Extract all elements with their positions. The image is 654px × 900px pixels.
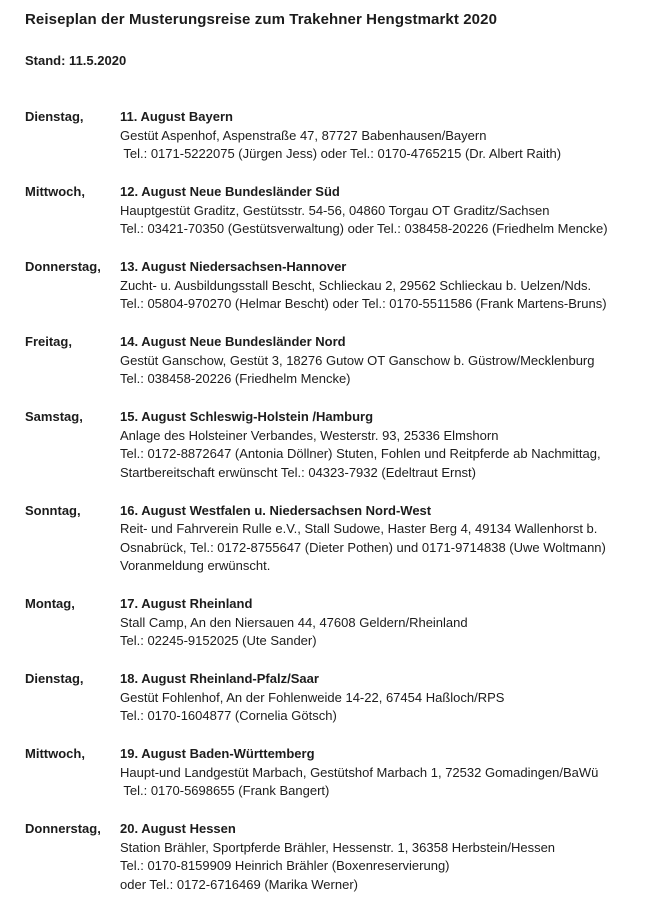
entry-content xyxy=(120,258,649,314)
entry-line: Gestüt Aspenhof, Aspenstraße 47, 87727 Babenhausen/Bayern xyxy=(120,127,487,143)
entry-day: Montag, xyxy=(25,596,75,611)
itinerary-entry xyxy=(25,108,649,164)
entry-content xyxy=(120,595,649,651)
entry-line: Tel.: 05804-970270 (Helmar Bescht) oder Tel.: 0170-5511586 (Frank Martens-Bruns) xyxy=(120,296,607,311)
entry-line: Startbereitschaft erwünscht Tel.: 04323-7932 (Edeltraut Ernst) xyxy=(120,464,477,480)
entry-heading: 13. August Niedersachsen-Hannover xyxy=(120,259,347,274)
entry-day: Freitag, xyxy=(25,334,72,349)
itinerary-entry xyxy=(25,502,649,576)
itinerary-entries xyxy=(25,108,649,894)
itinerary-entry xyxy=(25,820,649,894)
entry-line: Station Brähler, Sportpferde Brähler, Hessenstr. 1, 36358 Herbstein/Hessen xyxy=(120,839,556,855)
entry-line: Hauptgestüt Graditz, Gestütsstr. 54-56, 04860 Torgau OT Graditz/Sachsen xyxy=(120,202,550,218)
entry-line: Tel.: 0170-8159909 Heinrich Brähler (Boxenreservierung) xyxy=(120,858,450,873)
entry-content xyxy=(120,745,649,801)
entry-line: Tel.: 02245-9152025 (Ute Sander) xyxy=(120,633,317,648)
entry-line: Tel.: 0172-8872647 (Antonia Döllner) Stuten, Fohlen und Reitpferde ab Nachmittag, xyxy=(120,446,601,461)
entry-day: Sonntag, xyxy=(25,502,81,518)
entry-day: Mittwoch, xyxy=(25,746,85,761)
entry-content xyxy=(120,183,649,239)
entry-day: Samstag, xyxy=(25,409,83,424)
entry-heading: 15. August Schleswig-Holstein /Hamburg xyxy=(120,409,374,424)
itinerary-entry xyxy=(25,408,649,482)
itinerary-entry xyxy=(25,258,649,314)
entry-content xyxy=(120,502,649,576)
entry-line: Voranmeldung erwünscht. xyxy=(120,558,271,573)
entry-heading: 11. August Bayern xyxy=(120,109,233,124)
entry-line: Osnabrück, Tel.: 0172-8755647 (Dieter Pothen) und 0171-9714838 (Uwe Woltmann) xyxy=(120,539,606,555)
entry-line: Tel.: 03421-70350 (Gestütsverwaltung) oder Tel.: 038458-20226 (Friedhelm Mencke) xyxy=(120,221,608,236)
page-title: Reiseplan der Musterungsreise zum Trakehner Hengstmarkt 2020 xyxy=(25,11,498,28)
entry-line: Zucht- u. Ausbildungsstall Bescht, Schlieckau 2, 29562 Schlieckau b. Uelzen/Nds. xyxy=(120,277,592,293)
entry-day: Dienstag, xyxy=(25,109,84,124)
entry-heading: 16. August Westfalen u. Niedersachsen Nord-West xyxy=(120,502,432,518)
itinerary-entry xyxy=(25,183,649,239)
entry-heading: 18. August Rheinland-Pfalz/Saar xyxy=(120,671,319,686)
itinerary-entry xyxy=(25,595,649,651)
entry-content xyxy=(120,820,649,894)
entry-day: Mittwoch, xyxy=(25,184,85,199)
entry-line: Gestüt Fohlenhof, An der Fohlenweide 14-22, 67454 Haßloch/RPS xyxy=(120,689,505,705)
entry-line: Haupt-und Landgestüt Marbach, Gestütshof Marbach 1, 72532 Gomadingen/BaWü xyxy=(120,764,599,780)
status-date-line: Stand: 11.5.2020 xyxy=(25,53,127,68)
entry-line: Reit- und Fahrverein Rulle e.V., Stall Sudowe, Haster Berg 4, 49134 Wallenhorst b. xyxy=(120,521,598,536)
entry-content xyxy=(120,408,649,482)
entry-line: Stall Camp, An den Niersauen 44, 47608 Geldern/Rheinland xyxy=(120,614,468,630)
entry-heading: 17. August Rheinland xyxy=(120,596,253,611)
itinerary-entry xyxy=(25,745,649,801)
entry-day: Dienstag, xyxy=(25,671,84,686)
entry-line: Tel.: 0170-5698655 (Frank Bangert) xyxy=(120,783,330,798)
entry-content xyxy=(120,333,649,389)
itinerary-entry xyxy=(25,333,649,389)
entry-line: oder Tel.: 0172-6716469 (Marika Werner) xyxy=(120,876,358,892)
entry-heading: 12. August Neue Bundesländer Süd xyxy=(120,184,340,199)
entry-day: Donnerstag, xyxy=(25,259,101,274)
entry-heading: 19. August Baden-Württemberg xyxy=(120,746,315,761)
entry-line: Tel.: 038458-20226 (Friedhelm Mencke) xyxy=(120,371,351,386)
entry-line: Gestüt Ganschow, Gestüt 3, 18276 Gutow OT Ganschow b. Güstrow/Mecklenburg xyxy=(120,352,595,368)
entry-heading: 20. August Hessen xyxy=(120,821,236,836)
entry-content xyxy=(120,108,649,164)
entry-day: Donnerstag, xyxy=(25,821,101,836)
entry-heading: 14. August Neue Bundesländer Nord xyxy=(120,334,346,349)
entry-line: Tel.: 0170-1604877 (Cornelia Götsch) xyxy=(120,708,337,723)
itinerary-entry xyxy=(25,670,649,726)
entry-line: Anlage des Holsteiner Verbandes, Westerstr. 93, 25336 Elmshorn xyxy=(120,427,499,443)
entry-line: Tel.: 0171-5222075 (Jürgen Jess) oder Tel.: 0170-4765215 (Dr. Albert Raith) xyxy=(120,146,562,161)
entry-content xyxy=(120,670,649,726)
